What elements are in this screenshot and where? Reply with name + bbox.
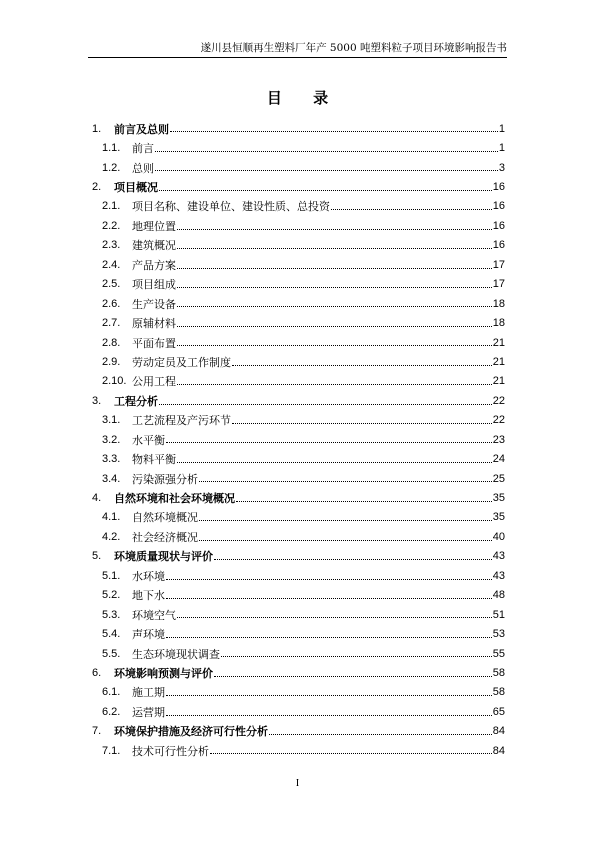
toc-entry-number: 3.1.: [102, 414, 121, 427]
toc-entry-page: 16: [492, 181, 505, 194]
toc-dot-leader: [236, 500, 492, 502]
toc-entry-page: 84: [492, 744, 505, 757]
toc-section-entry[interactable]: [88, 741, 505, 760]
toc-entry-title: 自然环境概况: [132, 511, 198, 525]
toc-dot-leader: [159, 189, 492, 191]
toc-section-entry[interactable]: [88, 508, 505, 527]
toc-section-entry[interactable]: [88, 605, 505, 624]
toc-entry-title: 劳动定员及工作制度: [132, 355, 231, 369]
toc-entry-number: 3.: [92, 394, 102, 407]
toc-entry-number: 2.8.: [102, 336, 121, 349]
toc-entry-number: 2.7.: [102, 317, 121, 330]
toc-entry-page: 17: [492, 278, 505, 291]
page-header: 遂川县恒顺再生塑料厂年产 5000 吨塑料粒子项目环境影响报告书: [200, 42, 507, 54]
table-of-contents: [88, 119, 505, 760]
toc-section-entry[interactable]: [88, 644, 505, 663]
toc-dot-leader: [177, 305, 492, 307]
toc-entry-page: 55: [492, 647, 505, 660]
toc-entry-title: 生态环境现状调查: [132, 647, 220, 661]
toc-dot-leader: [159, 403, 492, 405]
toc-section-entry[interactable]: [88, 255, 505, 274]
toc-entry-number: 5.: [92, 550, 102, 563]
toc-entry-number: 2.: [92, 181, 102, 194]
toc-dot-leader: [166, 694, 492, 696]
toc-entry-page: 16: [492, 239, 505, 252]
toc-chapter-entry[interactable]: [88, 722, 505, 741]
toc-chapter-entry[interactable]: [88, 663, 505, 682]
toc-dot-leader: [210, 752, 492, 754]
toc-entry-title: 产品方案: [132, 258, 176, 272]
toc-entry-title: 工艺流程及产污环节: [132, 414, 231, 428]
toc-entry-title: 环境质量现状与评价: [114, 550, 213, 564]
header-rule: [88, 57, 507, 58]
toc-entry-page: 84: [492, 725, 505, 738]
toc-entry-number: 2.6.: [102, 297, 121, 310]
toc-entry-title: 自然环境和社会环境概况: [114, 492, 235, 506]
toc-entry-page: 65: [492, 705, 505, 718]
toc-entry-title: 前言及总则: [114, 122, 169, 136]
toc-entry-page: 1: [498, 142, 505, 155]
toc-section-entry[interactable]: [88, 430, 505, 449]
toc-chapter-entry[interactable]: [88, 391, 505, 410]
toc-entry-number: 2.1.: [102, 200, 121, 213]
toc-entry-number: 2.3.: [102, 239, 121, 252]
toc-entry-number: 2.5.: [102, 278, 121, 291]
toc-entry-number: 2.9.: [102, 355, 121, 368]
toc-entry-number: 5.5.: [102, 647, 121, 660]
toc-dot-leader: [221, 655, 492, 657]
toc-entry-title: 项目组成: [132, 278, 176, 292]
toc-dot-leader: [269, 733, 492, 735]
toc-entry-title: 生产设备: [132, 297, 176, 311]
toc-dot-leader: [166, 578, 492, 580]
toc-entry-page: 25: [492, 472, 505, 485]
toc-entry-page: 16: [492, 219, 505, 232]
toc-section-entry[interactable]: [88, 683, 505, 702]
toc-entry-number: 2.10.: [102, 375, 127, 388]
toc-entry-page: 24: [492, 453, 505, 466]
toc-entry-number: 6.: [92, 666, 102, 679]
toc-dot-leader: [199, 480, 492, 482]
toc-entry-page: 58: [492, 666, 505, 679]
toc-section-entry[interactable]: [88, 294, 505, 313]
toc-entry-title: 水环境: [132, 569, 165, 583]
toc-dot-leader: [155, 169, 498, 171]
toc-entry-page: 18: [492, 297, 505, 310]
toc-entry-title: 项目概况: [114, 181, 158, 195]
toc-entry-page: 3: [498, 161, 505, 174]
toc-dot-leader: [177, 228, 492, 230]
toc-entry-page: 18: [492, 317, 505, 330]
toc-section-entry[interactable]: [88, 527, 505, 546]
toc-entry-number: 5.3.: [102, 608, 121, 621]
toc-entry-title: 水平衡: [132, 433, 165, 447]
toc-section-entry[interactable]: [88, 586, 505, 605]
toc-dot-leader: [214, 675, 492, 677]
toc-dot-leader: [214, 558, 492, 560]
toc-entry-page: 51: [492, 608, 505, 621]
toc-entry-page: 21: [492, 355, 505, 368]
toc-entry-title: 原辅材料: [132, 317, 176, 331]
toc-dot-leader: [232, 422, 492, 424]
toc-section-entry[interactable]: [88, 236, 505, 255]
toc-entry-title: 环境空气: [132, 608, 176, 622]
toc-entry-page: 22: [492, 394, 505, 407]
toc-entry-title: 社会经济概况: [132, 530, 198, 544]
toc-dot-leader: [177, 616, 492, 618]
toc-chapter-entry[interactable]: [88, 119, 505, 138]
toc-dot-leader: [170, 130, 498, 132]
toc-dot-leader: [177, 286, 492, 288]
toc-entry-page: 48: [492, 589, 505, 602]
toc-entry-page: 58: [492, 686, 505, 699]
toc-entry-number: 5.4.: [102, 628, 121, 641]
toc-entry-number: 6.1.: [102, 686, 121, 699]
toc-entry-number: 1.: [92, 122, 102, 135]
toc-dot-leader: [199, 539, 492, 541]
toc-section-entry[interactable]: [88, 138, 505, 157]
toc-title: 目 录: [266, 89, 342, 107]
toc-entry-number: 5.1.: [102, 569, 121, 582]
toc-entry-number: 7.1.: [102, 744, 121, 757]
toc-entry-page: 16: [492, 200, 505, 213]
toc-entry-page: 53: [492, 628, 505, 641]
toc-entry-title: 环境保护措施及经济可行性分析: [114, 725, 268, 739]
toc-dot-leader: [232, 364, 492, 366]
toc-entry-title: 平面布置: [132, 336, 176, 350]
toc-section-entry[interactable]: [88, 197, 505, 216]
toc-dot-leader: [155, 150, 498, 152]
toc-section-entry[interactable]: [88, 566, 505, 585]
toc-chapter-entry[interactable]: [88, 488, 505, 507]
toc-entry-number: 2.4.: [102, 258, 121, 271]
toc-entry-title: 声环境: [132, 628, 165, 642]
toc-section-entry[interactable]: [88, 449, 505, 468]
toc-entry-number: 1.1.: [102, 142, 121, 155]
toc-entry-title: 施工期: [132, 686, 165, 700]
toc-entry-title: 公用工程: [132, 375, 176, 389]
toc-entry-title: 前言: [132, 142, 154, 156]
toc-entry-page: 21: [492, 375, 505, 388]
toc-entry-title: 污染源强分析: [132, 472, 198, 486]
toc-section-entry[interactable]: [88, 333, 505, 352]
toc-entry-page: 1: [498, 122, 505, 135]
toc-dot-leader: [166, 636, 492, 638]
toc-entry-page: 22: [492, 414, 505, 427]
toc-entry-number: 5.2.: [102, 589, 121, 602]
toc-chapter-entry[interactable]: [88, 177, 505, 196]
toc-dot-leader: [331, 208, 492, 210]
toc-dot-leader: [177, 325, 492, 327]
page-number: I: [295, 778, 300, 789]
toc-dot-leader: [166, 714, 492, 716]
toc-entry-title: 总则: [132, 161, 154, 175]
toc-entry-page: 35: [492, 492, 505, 505]
toc-section-entry[interactable]: [88, 702, 505, 721]
toc-entry-title: 技术可行性分析: [132, 744, 209, 758]
toc-entry-number: 1.2.: [102, 161, 121, 174]
toc-section-entry[interactable]: [88, 411, 505, 430]
toc-entry-page: 21: [492, 336, 505, 349]
toc-section-entry[interactable]: [88, 469, 505, 488]
toc-entry-number: 3.2.: [102, 433, 121, 446]
toc-dot-leader: [177, 247, 492, 249]
toc-entry-number: 7.: [92, 725, 102, 738]
toc-section-entry[interactable]: [88, 352, 505, 371]
toc-dot-leader: [166, 597, 492, 599]
toc-entry-number: 4.: [92, 492, 102, 505]
toc-dot-leader: [177, 383, 492, 385]
toc-entry-title: 物料平衡: [132, 453, 176, 467]
toc-entry-number: 4.1.: [102, 511, 121, 524]
toc-entry-title: 建筑概况: [132, 239, 176, 253]
toc-dot-leader: [199, 519, 492, 521]
toc-section-entry[interactable]: [88, 624, 505, 643]
toc-entry-title: 环境影响预测与评价: [114, 666, 213, 680]
toc-section-entry[interactable]: [88, 216, 505, 235]
toc-entry-page: 23: [492, 433, 505, 446]
toc-entry-title: 项目名称、建设单位、建设性质、总投资: [132, 200, 330, 214]
toc-entry-page: 43: [492, 569, 505, 582]
toc-section-entry[interactable]: [88, 372, 505, 391]
toc-entry-number: 2.2.: [102, 219, 121, 232]
toc-entry-number: 4.2.: [102, 530, 121, 543]
toc-entry-title: 地下水: [132, 589, 165, 603]
toc-entry-number: 3.4.: [102, 472, 121, 485]
toc-entry-page: 40: [492, 530, 505, 543]
toc-dot-leader: [177, 461, 492, 463]
toc-dot-leader: [177, 267, 492, 269]
toc-entry-page: 17: [492, 258, 505, 271]
toc-entry-title: 运营期: [132, 705, 165, 719]
toc-chapter-entry[interactable]: [88, 547, 505, 566]
toc-entry-title: 地理位置: [132, 219, 176, 233]
toc-section-entry[interactable]: [88, 158, 505, 177]
toc-section-entry[interactable]: [88, 275, 505, 294]
toc-dot-leader: [166, 441, 492, 443]
toc-entry-number: 3.3.: [102, 453, 121, 466]
toc-dot-leader: [177, 344, 492, 346]
toc-entry-title: 工程分析: [114, 394, 158, 408]
toc-entry-page: 43: [492, 550, 505, 563]
toc-section-entry[interactable]: [88, 313, 505, 332]
toc-entry-number: 6.2.: [102, 705, 121, 718]
toc-entry-page: 35: [492, 511, 505, 524]
